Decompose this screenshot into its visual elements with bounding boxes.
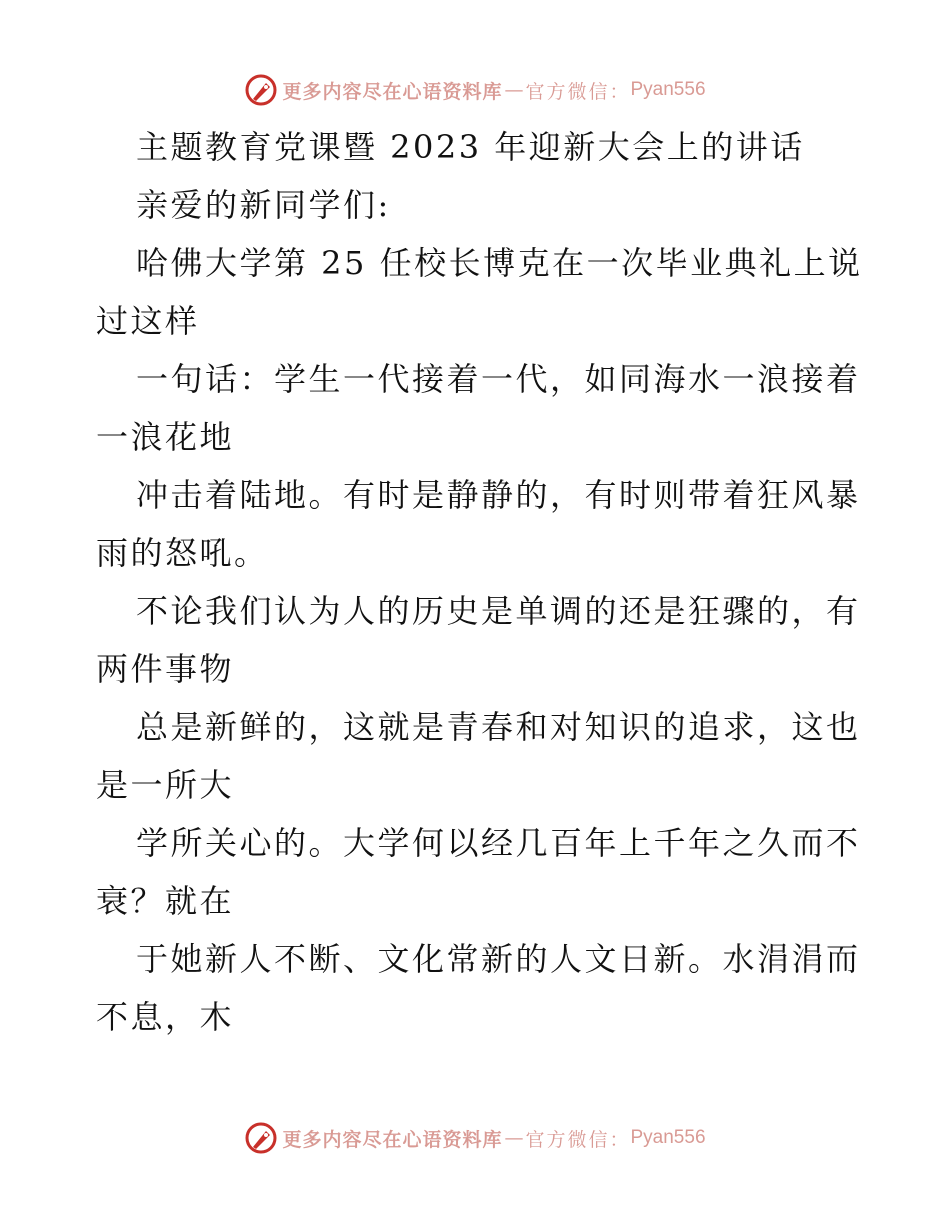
text-line: 一句话：学生一代接着一代，如同海水一浪接着 <box>136 360 861 398</box>
banner-site-name: 更多内容尽在心语资料库 <box>282 80 503 103</box>
banner-wechat-id: Pyan556 <box>630 79 706 100</box>
text-line: 两件事物 <box>96 650 235 688</box>
text-line: 不论我们认为人的历史是单调的还是狂骤的，有 <box>136 592 861 630</box>
text-line: 过这样 <box>96 302 200 340</box>
banner-site-name: 更多内容尽在心语资料库 <box>282 1128 503 1151</box>
banner-wechat-label: 官方微信： <box>525 1128 631 1151</box>
banner-wechat-id: Pyan556 <box>630 1127 706 1148</box>
footer-banner <box>0 1118 950 1158</box>
document-body <box>96 118 863 1046</box>
pen-nib-logo-icon <box>244 1121 278 1155</box>
document-title: 主题教育党课暨 2023 年迎新大会上的讲话 <box>136 128 805 166</box>
text-line: 学所关心的。大学何以经几百年上千年之久而不 <box>136 824 861 862</box>
text-line: 于她新人不断、文化常新的人文日新。水涓涓而 <box>136 940 861 978</box>
text-line: 总是新鲜的，这就是青春和对知识的追求，这也 <box>136 708 861 746</box>
document-greeting: 亲爱的新同学们: <box>136 186 391 224</box>
text-line: 雨的怒吼。 <box>96 534 269 572</box>
text-line: 是一所大 <box>96 766 235 804</box>
banner-separator: — <box>504 1127 524 1149</box>
header-banner <box>0 70 950 110</box>
banner-wechat-label: 官方微信： <box>525 80 631 103</box>
paragraph-lines <box>96 234 863 1046</box>
banner-separator: — <box>504 79 524 101</box>
text-line: 不息，木 <box>96 998 235 1036</box>
text-line: 冲击着陆地。有时是静静的，有时则带着狂风暴 <box>136 476 861 514</box>
text-line: 一浪花地 <box>96 418 235 456</box>
text-line: 衰？就在 <box>96 882 235 920</box>
pen-nib-logo-icon <box>244 73 278 107</box>
text-line: 哈佛大学第 25 任校长博克在一次毕业典礼上说 <box>136 244 863 282</box>
